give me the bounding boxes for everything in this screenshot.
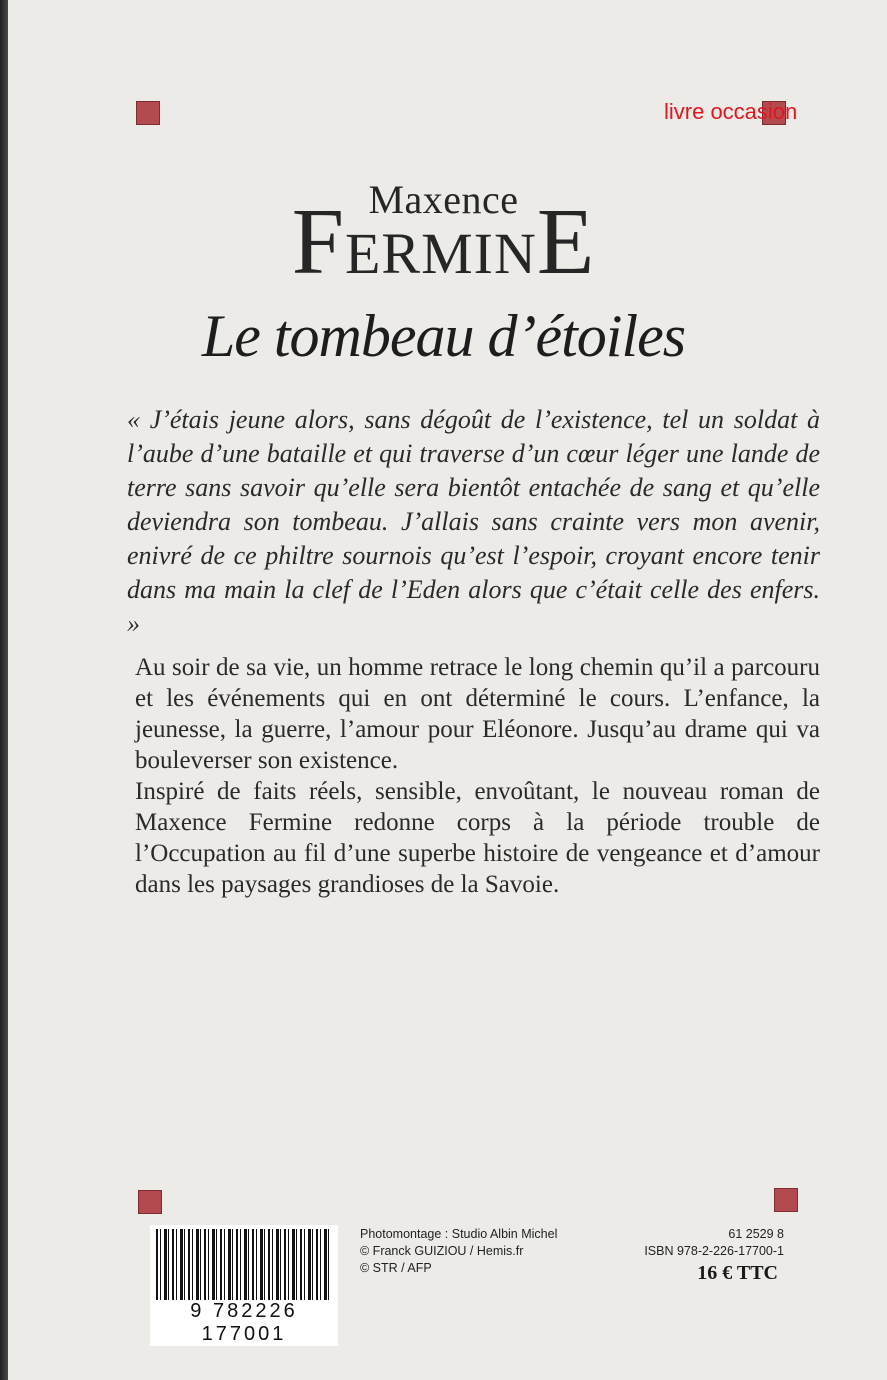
- author-last-end: E: [536, 190, 596, 294]
- decorative-square-top-left: [136, 101, 160, 125]
- second-hand-stamp: livre occasion: [664, 99, 798, 124]
- isbn-block: [612, 1226, 784, 1260]
- credit-line: © Franck GUIZIOU / Hemis.fr: [360, 1244, 524, 1258]
- price: 16 € TTC: [697, 1262, 778, 1284]
- excerpt-quote: « J’étais jeune alors, sans dégoût de l’existence, tel un soldat à l’aube d’une bataille et qui traverse d’un cœur léger une lande de terre sans savoir qu’elle sera bientôt entachée de sang et qu’elle deviendra son tombeau. J’allais sans crainte vers mon avenir, enivré de ce philtre sournois qu’est l’espoir, croyant encore tenir dans ma main la clef de l’Eden alors que c’était celle des enfers. »: [127, 405, 820, 638]
- isbn: ISBN 978-2-226-17700-1: [644, 1244, 784, 1258]
- barcode-number: 9 782226 177001: [150, 1300, 338, 1346]
- decorative-square-bottom-left: [138, 1190, 162, 1214]
- author-last-initial: F: [291, 190, 345, 294]
- summary-paragraph: Inspiré de faits réels, sensible, envoûtant, le nouveau roman de Maxence Fermine redonne corps à la période trouble de l’Occupation au fil d’une superbe histoire de vengeance et d’amour dans les paysages grandioses de la Savoie.: [135, 778, 820, 898]
- reference-number: 61 2529 8: [728, 1227, 784, 1241]
- decorative-square-bottom-right: [774, 1188, 798, 1212]
- author-last-name: [0, 188, 887, 296]
- credit-line: Photomontage : Studio Albin Michel: [360, 1227, 558, 1241]
- author-last-middle: ERMIN: [344, 221, 537, 286]
- book-title: Le tombeau d’étoiles: [201, 303, 686, 369]
- summary-paragraph: Au soir de sa vie, un homme retrace le long chemin qu’il a parcouru et les événements qui en ont déterminé le cours. L’enfance, la jeunesse, la guerre, l’amour pour Eléonore. Jusqu’au drame qui va bouleverser son existence.: [135, 654, 820, 774]
- photo-credits: [360, 1226, 557, 1277]
- credit-line: © STR / AFP: [360, 1261, 432, 1275]
- book-summary: [135, 652, 820, 900]
- author-first-name: Maxence: [368, 177, 519, 222]
